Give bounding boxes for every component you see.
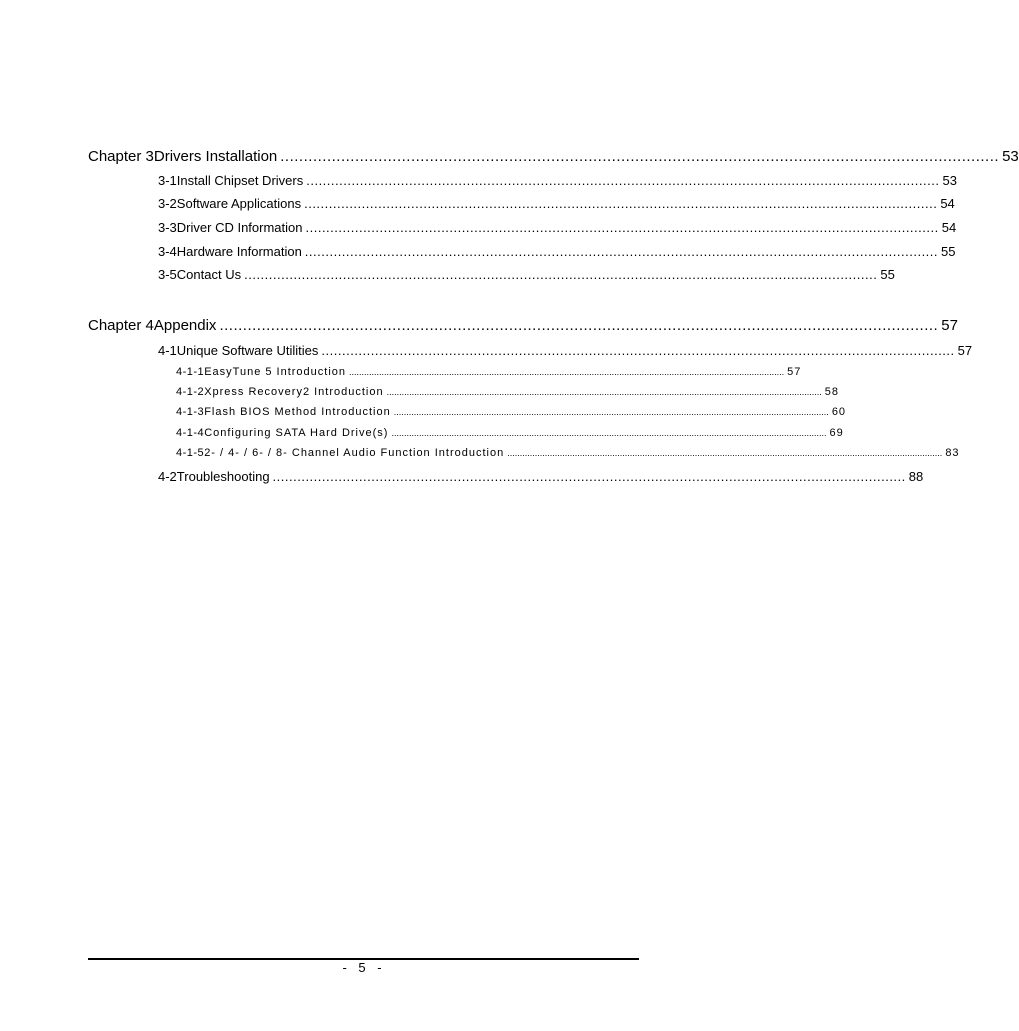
subsection-number: 4-1-1 <box>176 366 205 378</box>
dot-leader: .............................................................................................................................................................................. <box>393 407 829 417</box>
subsection-number: 4-1-4 <box>176 427 205 439</box>
subsection-title: Flash BIOS Method Introduction <box>204 406 391 418</box>
dot-leader: .......................................................................................................................................................... <box>304 244 939 259</box>
section-number: 3-4 <box>158 244 177 259</box>
section-page: 55 <box>880 267 895 282</box>
section-page: 54 <box>940 196 955 211</box>
toc-section-4-1[interactable] <box>158 343 973 358</box>
toc-subsection-4-1-3[interactable] <box>176 406 847 418</box>
subsection-number: 4-1-3 <box>176 406 205 418</box>
section-number: 3-1 <box>158 173 177 188</box>
subsection-number: 4-1-5 <box>176 447 205 459</box>
chapter-page: 57 <box>941 317 958 334</box>
chapter-title: Drivers Installation <box>153 148 278 165</box>
subsection-title: Configuring SATA Hard Drive(s) <box>204 427 389 439</box>
toc-subsection-4-1-5[interactable] <box>176 447 960 459</box>
section-page: 55 <box>941 244 956 259</box>
subsection-page: 60 <box>831 406 847 418</box>
toc-subsection-4-1-4[interactable] <box>176 427 844 439</box>
subsection-page: 57 <box>787 366 802 378</box>
subsection-title: Xpress Recovery2 Introduction <box>204 386 384 398</box>
subsection-title: 2- / 4- / 6- / 8- Channel Audio Function Introduction <box>204 447 505 459</box>
subsection-page: 58 <box>824 386 839 398</box>
section-title: Install Chipset Drivers <box>176 173 304 188</box>
section-page: 54 <box>941 220 957 235</box>
dot-leader: .......................................................................................................................................................... <box>219 317 939 334</box>
dot-leader: .......................................................................................................................................................... <box>306 173 940 188</box>
subsection-number: 4-1-2 <box>176 386 205 398</box>
section-page: 88 <box>908 469 924 484</box>
subsection-page: 83 <box>945 447 960 459</box>
dot-leader: .............................................................................................................................................................................. <box>386 387 822 397</box>
section-number: 4-2 <box>158 469 177 484</box>
section-title: Contact Us <box>176 267 242 282</box>
section-number: 4-1 <box>158 343 177 358</box>
section-page: 53 <box>942 173 957 188</box>
section-page: 57 <box>957 343 973 358</box>
section-number: 3-2 <box>158 196 177 211</box>
section-number: 3-5 <box>158 267 177 282</box>
dot-leader: .......................................................................................................................................................... <box>280 148 1000 165</box>
dot-leader: .............................................................................................................................................................................. <box>391 428 827 438</box>
section-title: Driver CD Information <box>176 220 303 235</box>
dot-leader: .......................................................................................................................................................... <box>321 343 955 358</box>
chapter-number: Chapter 3 <box>88 148 154 165</box>
subsection-title: EasyTune 5 Introduction <box>204 366 347 378</box>
dot-leader: .......................................................................................................................................................... <box>304 196 938 211</box>
chapter-number: Chapter 4 <box>88 317 154 334</box>
chapter-title: Appendix <box>153 317 217 334</box>
toc-section-3-3[interactable] <box>158 220 957 235</box>
section-title: Software Applications <box>176 196 302 211</box>
section-title: Troubleshooting <box>176 469 270 484</box>
toc-chapter-3[interactable] <box>88 148 1019 165</box>
chapter-page: 53 <box>1002 148 1019 165</box>
dot-leader: .......................................................................................................................................................... <box>305 220 939 235</box>
section-title: Hardware Information <box>176 244 302 259</box>
toc-section-3-2[interactable] <box>158 196 955 211</box>
dot-leader: .......................................................................................................................................................... <box>244 267 878 282</box>
toc-section-3-4[interactable] <box>158 244 956 259</box>
section-number: 3-3 <box>158 220 177 235</box>
toc-section-3-5[interactable] <box>158 267 895 282</box>
page-number: - 5 - <box>342 960 386 975</box>
dot-leader: .......................................................................................................................................................... <box>272 469 906 484</box>
toc-section-4-2[interactable] <box>158 469 924 484</box>
toc-subsection-4-1-1[interactable] <box>176 366 802 378</box>
dot-leader: .............................................................................................................................................................................. <box>349 367 785 377</box>
toc-section-3-1[interactable] <box>158 173 957 188</box>
subsection-page: 69 <box>829 427 844 439</box>
dot-leader: .............................................................................................................................................................................. <box>507 448 943 458</box>
toc-subsection-4-1-2[interactable] <box>176 386 839 398</box>
toc-chapter-4[interactable] <box>88 317 958 334</box>
section-title: Unique Software Utilities <box>176 343 319 358</box>
